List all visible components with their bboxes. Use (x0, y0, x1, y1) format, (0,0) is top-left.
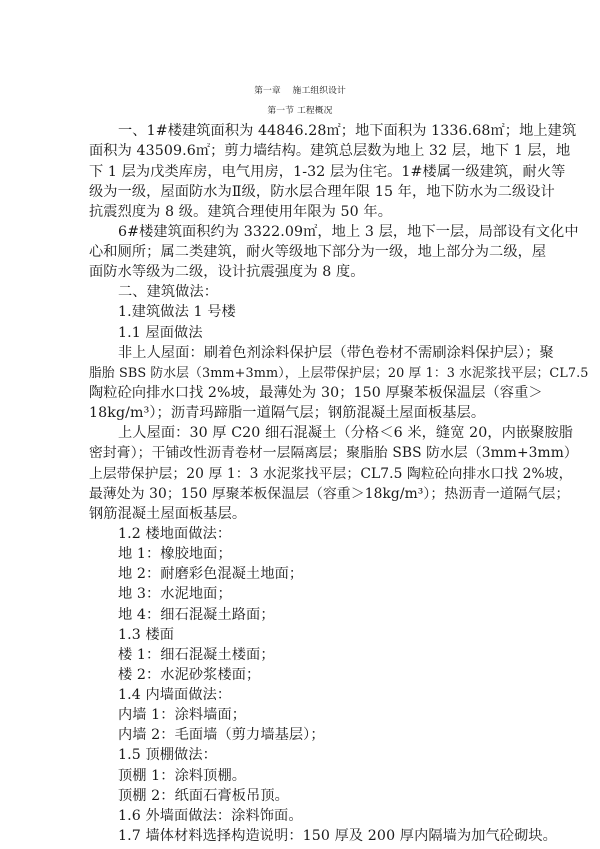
text-line: 非上人屋面：刷着色剂涂料保护层（带色卷材不需刷涂料保护层）；聚 (118, 344, 554, 361)
list-item: 楼 2：水泥砂浆楼面； (118, 666, 261, 683)
heading-line: 1.6 外墙面做法：涂料饰面。 (118, 807, 303, 824)
list-item: 地 3：水泥地面； (118, 586, 232, 603)
text-line: 面防水等级为二级，设计抗震强度为 8 度。 (89, 264, 365, 281)
text-line: 脂胎 SBS 防水层（3mm+3mm），上层带保护层；20 厚 1：3 水泥浆找平层；CL7.5 (89, 365, 589, 381)
text-line: 上层带保护层；20 厚 1：3 水泥浆找平层；CL7.5 陶粒砼向排水口找 2%坡， (89, 465, 573, 482)
text-line: 上人屋面：30 厚 C20 细石混凝土（分格＜6 米，缝宽 20，内嵌聚胺脂 (118, 425, 574, 442)
heading-line: 1.4 内墙面做法： (118, 687, 232, 704)
list-item: 地 1：橡胶地面； (118, 546, 232, 563)
text-line: 面积为 43509.6㎡；剪力墙结构。建筑总层数为地上 32 层，地下 1 层，地 (89, 143, 571, 160)
heading-line: 二、建筑做法： (118, 284, 219, 301)
list-item: 地 2：耐磨彩色混凝土地面； (118, 566, 304, 583)
list-item: 内墙 2：毛面墙（剪力墙基层）； (118, 727, 325, 744)
section-title: 第一节 工程概况 (267, 106, 333, 117)
text-line: 一、1#楼建筑面积为 44846.28㎡；地下面积为 1336.68㎡；地上建筑 (118, 123, 577, 140)
chapter-title: 第一章 施工组织设计 (254, 86, 346, 96)
list-item: 顶棚 1：涂料顶棚。 (118, 767, 247, 784)
text-line: 18kg/m³）；沥青玛蹄脂一道隔气层；钢筋混凝土屋面板基层。 (89, 405, 486, 422)
heading-line: 1.1 屋面做法 (118, 324, 203, 341)
heading-line: 1.建筑做法 1 号楼 (118, 304, 236, 321)
text-line: 钢筋混凝土屋面板基层。 (89, 505, 247, 522)
text-line: 陶粒砼向排水口找 2%坡，最薄处为 30；150 厚聚苯板保温层（容重＞ (89, 385, 543, 402)
list-item: 顶棚 2：纸面石膏板吊顶。 (118, 787, 289, 804)
list-item: 内墙 1：涂料墙面； (118, 707, 247, 724)
text-line: 最薄处为 30；150 厚聚苯板保温层（容重＞18kg/m³）；热沥青一道隔气层； (89, 485, 570, 502)
heading-line: 1.5 顶棚做法： (118, 747, 217, 764)
text-line: 下 1 层为戊类库房，电气用房，1-32 层为住宅。1#楼属一级建筑，耐火等 (89, 163, 566, 180)
text-line: 密封膏）；干铺改性沥青卷材一层隔离层；聚脂胎 SBS 防水层（3mm+3mm） (89, 445, 578, 462)
heading-line: 1.2 楼地面做法： (118, 525, 232, 542)
text-line: 级为一级，屋面防水为Ⅱ级，防水层合理年限 15 年，地下防水为二级设计 (89, 183, 555, 200)
heading-line: 1.3 楼面 (118, 626, 175, 643)
list-item: 楼 1：细石混凝土楼面； (118, 646, 275, 663)
list-item: 地 4：细石混凝土路面； (118, 606, 275, 623)
text-line: 心和厕所；属二类建筑，耐火等级地下部分为一级，地上部分为二级，屋 (89, 244, 547, 261)
text-line: 6#楼建筑面积约为 3322.09㎡，地上 3 层，地下一层，局部设有文化中 (118, 223, 579, 240)
text-line: 1.7 墙体材料选择构造说明：150 厚及 200 厚内隔墙为加气砼砌块。 (118, 828, 557, 844)
text-line: 抗震烈度为 8 级。建筑合理使用年限为 50 年。 (89, 203, 392, 220)
